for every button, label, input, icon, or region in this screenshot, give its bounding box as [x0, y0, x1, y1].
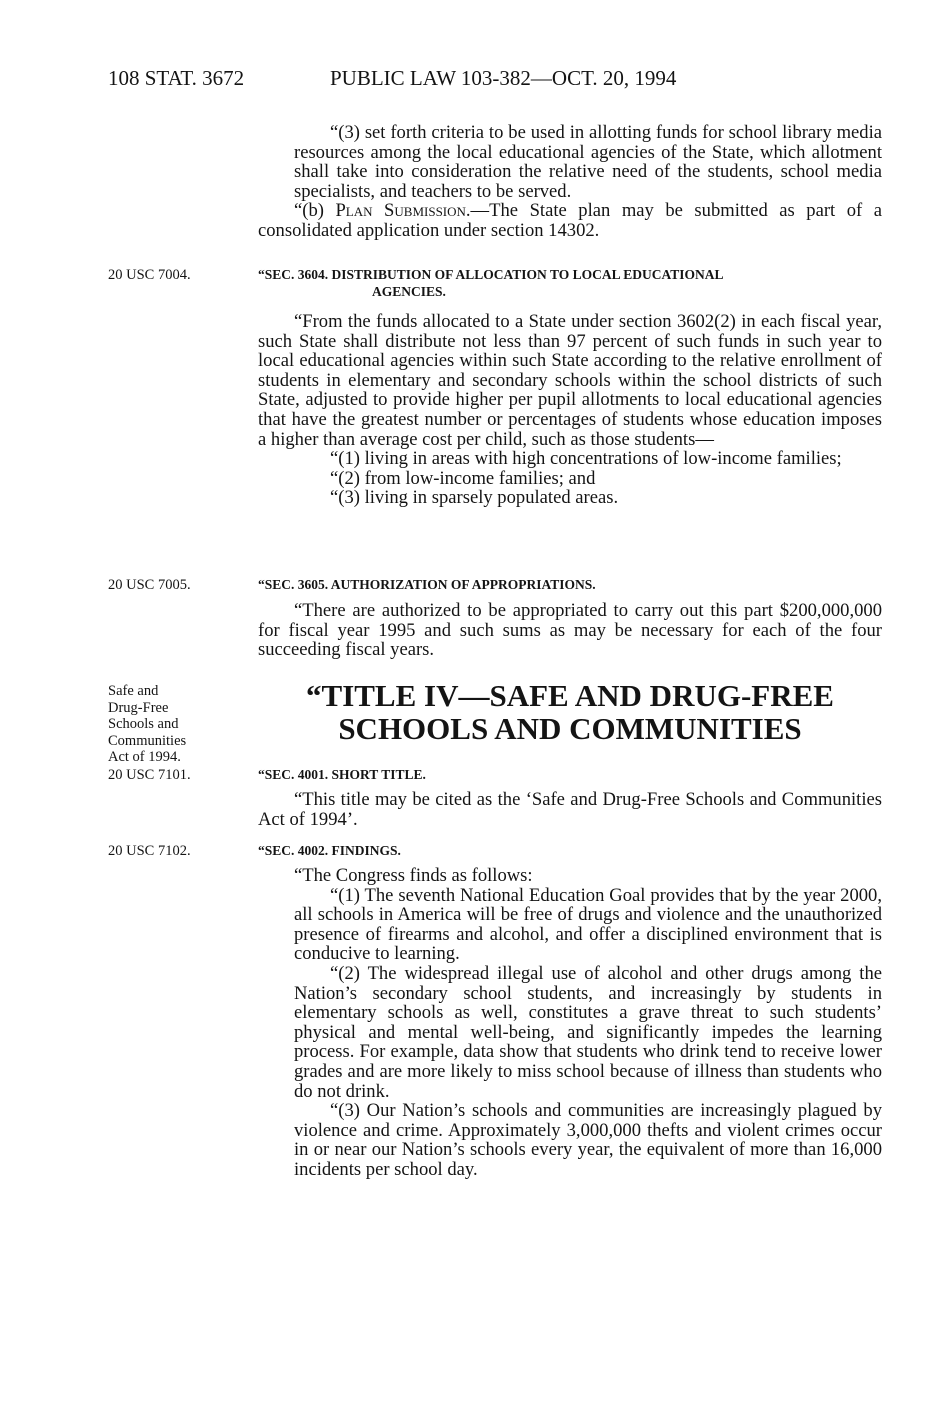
section-4002-heading: “SEC. 4002. FINDINGS.	[258, 843, 401, 858]
title-iv-heading-line2: SCHOOLS AND COMMUNITIES	[338, 711, 802, 746]
paragraph-3-criteria: “(3) set forth criteria to be used in allotting funds for school library media resources among the local educational agencies of the State, which allotment shall take into consideration the relative need of the students, school media specialists, and teachers to be served.	[294, 122, 882, 202]
public-law-citation: PUBLIC LAW 103-382—OCT. 20, 1994	[330, 66, 677, 90]
subsection-text: .—The State plan may be submitted as part of a consolidated application under section 14302.	[258, 200, 882, 241]
finding-2: “(2) The widespread illegal use of alcohol and other drugs among the Nation’s secondary school students, and increasingly by students in elementary schools as well, constitutes a grave threat to such students’ physical and mental well-being, and significantly impedes the learning process. For example, data show that students who drink tend to receive lower grades and are more likely to miss school because of illness than students who do not drink.	[294, 962, 882, 1102]
margin-note-short-title	[108, 683, 238, 766]
section-4001-heading: “SEC. 4001. SHORT TITLE.	[258, 767, 426, 782]
findings-intro: “The Congress finds as follows:	[294, 865, 533, 886]
paragraph-b-plan-submission	[258, 201, 882, 240]
section-3605-body	[258, 601, 882, 660]
margin-note-line: Communities	[108, 732, 187, 749]
title-iv-heading	[258, 679, 882, 745]
section-3605-text: “There are authorized to be appropriated to carry out this part $200,000,000 for fiscal year 1995 and such sums as may be necessary for each of the four succeeding fiscal years.	[258, 600, 882, 661]
title-iv-heading-line1: “TITLE IV—SAFE AND DRUG-FREE	[306, 678, 834, 713]
subsection-heading: Plan Submission	[335, 200, 466, 222]
section-3604-body	[258, 312, 882, 508]
section-3604-item-1: “(1) living in areas with high concentrations of low-income families;	[330, 448, 842, 470]
margin-note-7004: 20 USC 7004.	[108, 267, 191, 283]
margin-note-7005: 20 USC 7005.	[108, 577, 191, 593]
margin-note-line: Drug-Free	[108, 699, 169, 716]
margin-note-7101: 20 USC 7101.	[108, 767, 191, 783]
finding-3: “(3) Our Nation’s schools and communities are increasingly plagued by violence and crime. Approximately 3,000,000 thefts and violent crimes occur in or near our Nation’s schools every year, the equivalent of more than 16,000 incidents per school day.	[294, 1100, 882, 1180]
finding-1: “(1) The seventh National Education Goal provides that by the year 2000, all schools in America will be free of drugs and violence and the unauthorized presence of firearms and alcohol, and offer a disciplined environment that is conducive to learning.	[294, 884, 882, 965]
margin-note-7102: 20 USC 7102.	[108, 843, 191, 859]
section-4001-text: “This title may be cited as the ‘Safe and Drug-Free Schools and Communities Act of 1994’.	[258, 789, 882, 830]
paragraph-criteria	[258, 123, 882, 241]
margin-note-line: Schools and	[108, 716, 179, 732]
section-3604-heading-line2: AGENCIES.	[372, 284, 446, 299]
margin-note-line: Act of 1994.	[108, 749, 181, 765]
section-3604-text: “From the funds allocated to a State under section 3602(2) in each fiscal year, such State shall distribute not less than 97 percent of such funds in such year to local educational agencies within such State according to the relative enrollment of students in elementary and secondary schools within the school districts of such State, adjusted to provide higher per pupil allotments to local educational agencies that have the greatest number or percentages of students whose education imposes a higher than average cost per child, such as those students—	[258, 311, 882, 450]
section-3604-heading	[258, 266, 882, 300]
section-4002-body	[258, 866, 882, 1180]
section-3605-heading: “SEC. 3605. AUTHORIZATION OF APPROPRIATIONS.	[258, 577, 596, 592]
stat-page-number: 108 STAT. 3672	[108, 66, 245, 90]
margin-note-line: Safe and	[108, 683, 159, 699]
section-3604-item-3: “(3) living in sparsely populated areas.	[330, 487, 619, 509]
section-3604-item-2: “(2) from low-income families; and	[330, 467, 596, 489]
section-4001-body	[258, 790, 882, 829]
page-header	[108, 66, 868, 96]
section-3604-heading-line1: “SEC. 3604. DISTRIBUTION OF ALLOCATION TO LOCAL EDUCATIONAL	[258, 267, 724, 282]
subsection-lead: “(b)	[294, 200, 336, 222]
